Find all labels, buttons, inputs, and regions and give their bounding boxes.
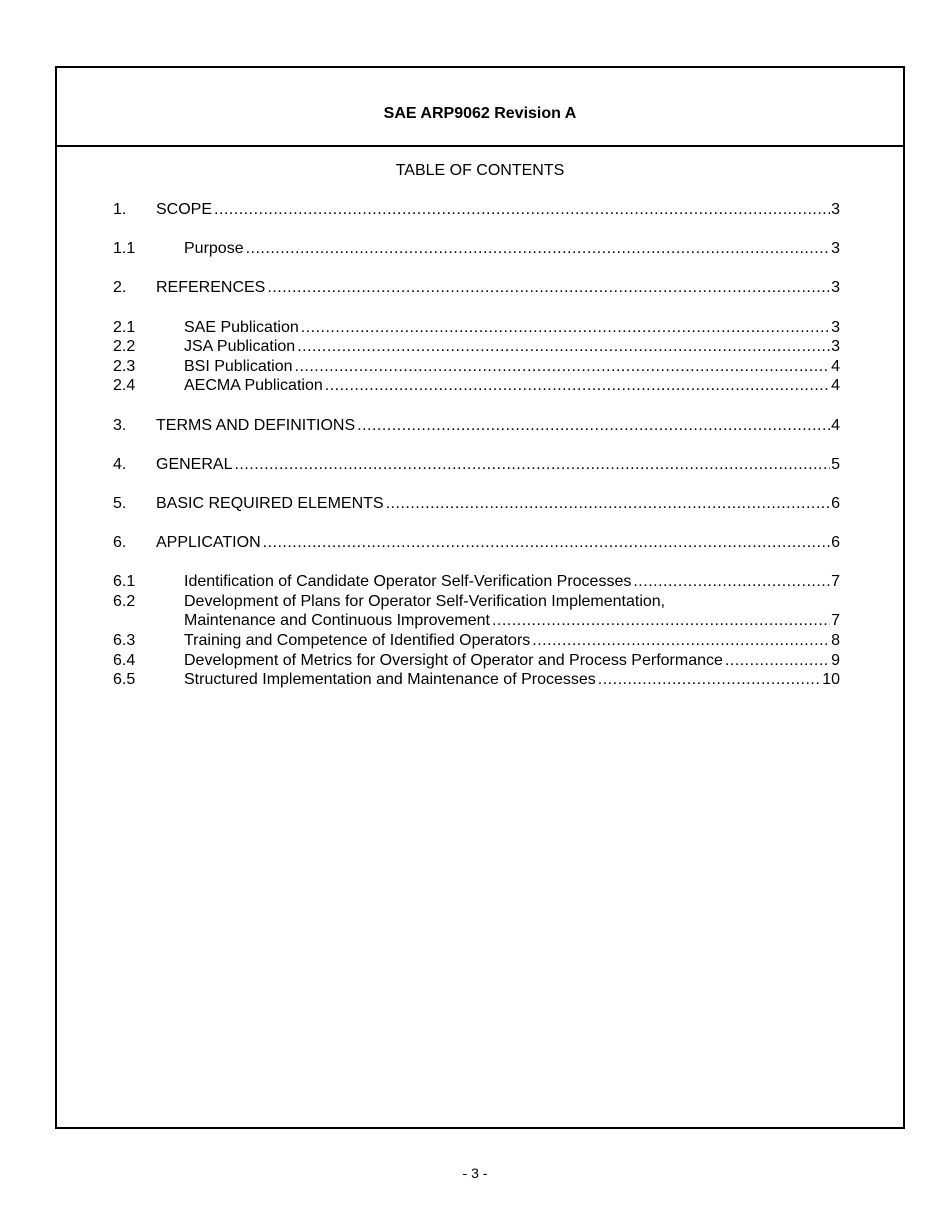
toc-entry-title: Purpose bbox=[184, 240, 244, 258]
document-header bbox=[57, 68, 903, 147]
toc-entry-title: TERMS AND DEFINITIONS bbox=[156, 416, 356, 434]
toc-entry-4[interactable] bbox=[113, 455, 840, 475]
toc-entry-6-1[interactable] bbox=[113, 572, 840, 592]
toc-entry-page: 4 bbox=[831, 416, 840, 434]
toc-entry-page: 3 bbox=[831, 279, 840, 297]
toc-entry-number: 6.1 bbox=[113, 573, 136, 591]
toc-entry-5[interactable] bbox=[113, 494, 840, 514]
dot-leader bbox=[246, 239, 831, 259]
dot-leader bbox=[267, 278, 830, 298]
toc-entry-number: 2. bbox=[113, 279, 127, 297]
toc-entry-6-3[interactable] bbox=[113, 631, 840, 651]
toc-entry-title: GENERAL bbox=[156, 455, 233, 473]
toc-heading: TABLE OF CONTENTS bbox=[395, 162, 565, 179]
toc-entry-number: 6.2 bbox=[113, 592, 136, 610]
toc-entry-2[interactable] bbox=[113, 278, 840, 298]
dot-leader bbox=[532, 631, 830, 651]
dot-leader bbox=[297, 337, 830, 357]
dot-leader bbox=[295, 357, 831, 377]
toc-entry-title: REFERENCES bbox=[156, 279, 266, 297]
toc-entry-title: Development of Plans for Operator Self-Verification Implementation, bbox=[184, 592, 666, 610]
dot-leader bbox=[386, 494, 830, 514]
toc-entry-6[interactable] bbox=[113, 533, 840, 553]
toc-entry-title: AECMA Publication bbox=[184, 377, 323, 395]
page-number: - 3 - bbox=[462, 1165, 488, 1181]
toc-entry-page: 3 bbox=[831, 318, 840, 336]
toc-entry-1-1[interactable] bbox=[113, 239, 840, 259]
toc-entry-page: 5 bbox=[831, 455, 840, 473]
toc-entry-1[interactable] bbox=[113, 200, 840, 220]
toc-entry-6-2[interactable] bbox=[113, 592, 840, 612]
toc-entry-number: 3. bbox=[113, 416, 127, 434]
toc-entry-6-2-continuation[interactable] bbox=[113, 611, 840, 631]
toc-entry-page: 3 bbox=[831, 201, 840, 218]
toc-entry-title: SCOPE bbox=[156, 201, 213, 218]
toc-entry-title: Identification of Candidate Operator Self-Verification Processes bbox=[184, 573, 632, 591]
dot-leader bbox=[234, 455, 830, 475]
toc-entry-title: BASIC REQUIRED ELEMENTS bbox=[156, 494, 384, 512]
toc-entry-page: 10 bbox=[822, 671, 840, 689]
dot-leader bbox=[263, 533, 830, 553]
toc-entry-page: 9 bbox=[831, 651, 840, 669]
toc-entry-number: 5. bbox=[113, 494, 127, 512]
toc-entry-number: 6.5 bbox=[113, 671, 136, 689]
toc-entry-page: 8 bbox=[831, 632, 840, 650]
toc-entry-title: Development of Metrics for Oversight of Operator and Process Performance bbox=[184, 651, 723, 669]
toc-entry-title: JSA Publication bbox=[184, 338, 296, 356]
toc-entry-page: 7 bbox=[831, 573, 840, 591]
toc-entry-2-2[interactable] bbox=[113, 337, 840, 357]
toc-entry-page: 3 bbox=[831, 338, 840, 356]
dot-leader bbox=[357, 416, 830, 436]
toc-entry-6-4[interactable] bbox=[113, 651, 840, 671]
toc-entry-number: 2.4 bbox=[113, 377, 136, 395]
toc-entry-page: 7 bbox=[831, 612, 840, 630]
dot-leader bbox=[725, 651, 830, 671]
dot-leader bbox=[214, 200, 830, 220]
document-title: SAE ARP9062 Revision A bbox=[383, 104, 577, 122]
toc-entry-2-1[interactable] bbox=[113, 318, 840, 338]
toc-entry-number: 6.3 bbox=[113, 632, 136, 650]
toc-entry-title: APPLICATION bbox=[156, 534, 261, 552]
toc-entry-number: 2.1 bbox=[113, 318, 136, 336]
toc-entry-number: 1. bbox=[113, 201, 127, 218]
toc-entry-3[interactable] bbox=[113, 416, 840, 436]
toc-entry-title: Structured Implementation and Maintenance of Processes bbox=[184, 671, 596, 689]
toc-entry-title: SAE Publication bbox=[184, 318, 299, 336]
toc-entry-number: 6.4 bbox=[113, 651, 136, 669]
table-of-contents bbox=[113, 200, 840, 690]
toc-entry-page: 4 bbox=[831, 377, 840, 395]
toc-entry-number: 2.3 bbox=[113, 357, 136, 375]
document-frame bbox=[55, 66, 905, 1129]
toc-entry-2-4[interactable] bbox=[113, 376, 840, 396]
dot-leader bbox=[325, 376, 830, 396]
toc-entry-title: Training and Competence of Identified Operators bbox=[184, 632, 531, 650]
toc-entry-6-5[interactable] bbox=[113, 670, 840, 690]
toc-entry-number: 6. bbox=[113, 534, 127, 552]
toc-entry-number: 1.1 bbox=[113, 240, 136, 258]
toc-entry-number: 2.2 bbox=[113, 338, 136, 356]
toc-entry-2-3[interactable] bbox=[113, 357, 840, 377]
dot-leader bbox=[492, 611, 830, 631]
toc-entry-page: 6 bbox=[831, 494, 840, 512]
toc-entry-title-continuation: Maintenance and Continuous Improvement bbox=[184, 612, 490, 630]
toc-entry-page: 3 bbox=[831, 240, 840, 258]
dot-leader bbox=[598, 670, 821, 690]
dot-leader bbox=[633, 572, 830, 592]
toc-entry-number: 4. bbox=[113, 455, 127, 473]
toc-entry-page: 4 bbox=[831, 357, 840, 375]
dot-leader bbox=[301, 318, 830, 338]
toc-entry-page: 6 bbox=[831, 534, 840, 552]
toc-entry-title: BSI Publication bbox=[184, 357, 293, 375]
